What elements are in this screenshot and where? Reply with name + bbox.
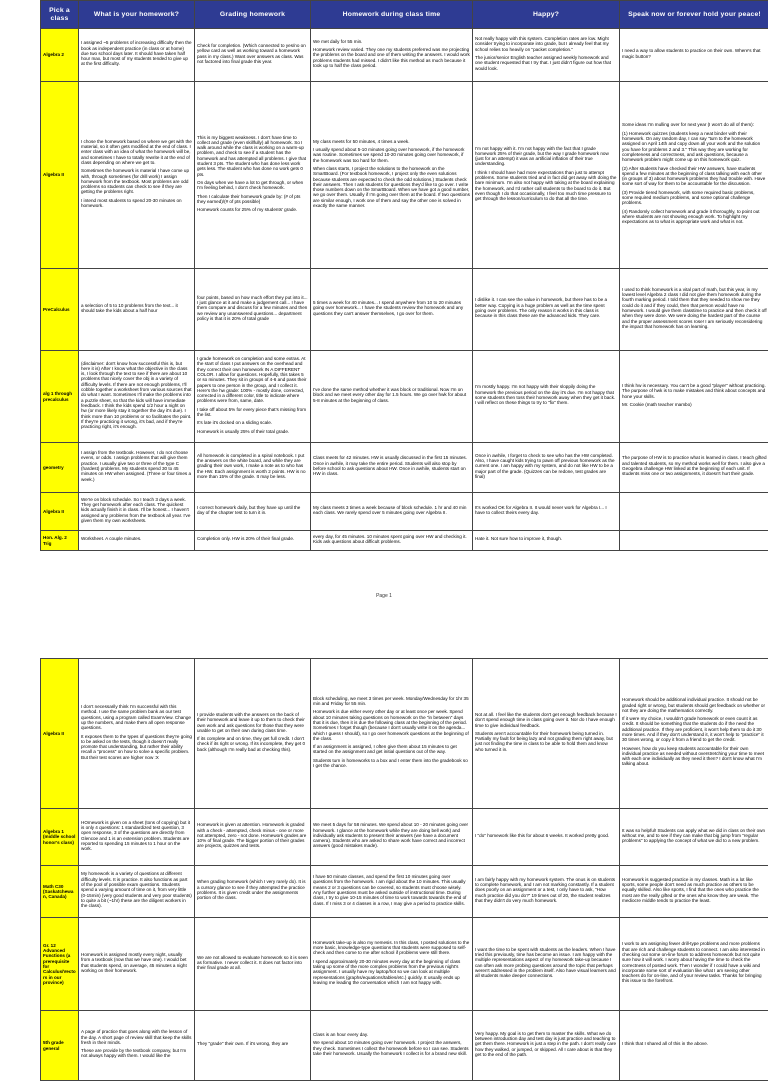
grading-cell [195,269,311,351]
cell-paragraph: I don't necessarily think I'm successful with this method. I use the same problem bank as our test questions, using a program called ExamView. Change up the numbers, and make them all open response questions. [81,704,192,730]
cell-paragraph: My class meets for 50 minutes, 4 times a week. [313,139,470,144]
cell-paragraph: All homework is completed in a spiral notebook. I put the answers on the white board, and while they are grading their own work, I make a note as to who has the HW. Each assignment is worth 2 points. HW is no more than 15% of the grade. It may be less. [197,453,308,479]
cell-paragraph: Students turn in homeworks to a box and I enter them into the gradebook so I get the chance. [313,758,470,769]
page-1 [40,0,768,551]
speak-now-cell [620,866,768,918]
table-row [41,29,768,82]
class-name-cell: geometry [41,443,79,493]
happy-cell [473,493,620,531]
homework-cell [79,531,195,551]
happy-cell [473,531,620,551]
cell-paragraph: It's worked OK for Algebra II. It would never work for Algebra I... I have to collect theirs every day. [475,505,617,516]
class-time-cell [311,1011,473,1081]
cell-paragraph: Not at all. I feel like the students don't get enough feedback because I don't spend enough time in class going over it. Nor do I have enough time to give individual feedback. [475,712,617,728]
cell-paragraph: Homework is assigned mostly every night, usually from a textbook (now that we have one). I would bet that students spend, on average, 45 minutes a night working on their homework. [81,952,192,973]
grading-cell [195,866,311,918]
speak-now-cell [620,493,768,531]
cell-paragraph: I used to think homework is a vital part of math, but this year, in my lowest level Algebra 2 class I did not give them homework during the fourth marking period. I told them that they needed to show me they could do it and if they could, then that person would have no homework. I would give them classtime to practice and then check it off when they were done. We were doing the hardest part of the course and the proper assessment scores rose! I am seriously reconsidering the impact that homework has on learning. [622,287,767,329]
table-row [41,918,768,1011]
cell-paragraph: Homework should be additional individual practice. It should not be graded right or wrong, but students should get feedback on whether or not they are doing the mathematics correctly. [622,697,767,713]
cell-paragraph: I dislike it. I can see the value in homework, but there has to be a better way. Copying is a huge problem as well as the time spent going over problems. The only reason it works in this class is because in this class these are the advanced kids. They care. [475,297,617,318]
cell-paragraph: I've done the same method whether it was block or traditional. Now I'm on block and we meet every other day for 1.5 hours. We go over hwk for about 5-8 minutes at the beginning of class. [313,387,470,403]
cell-paragraph: I think hw is necessary. You can't be a good "player" without practicing. The purpose of hwk is to make mistakes and think about concepts and hone your skills. [622,383,767,399]
speak-now-cell [620,809,768,866]
class-name-cell: PreCalculus [41,269,79,351]
cell-paragraph: I spend approximately 20-30 minutes every day at the beginning of class taking up some of the more complex problems from the previous night's assignment. I usually have my laptop/hot so we can look at multiple representations (graphs/equations/tables/etc.) quickly. It usually ends up leaving me leading the conversation which I am not happy with. [313,959,470,985]
cell-paragraph: On days when we have a lot to get through, or when I'm feeling behind, I don't check homework. [197,180,308,191]
cell-paragraph: Some ideas I'm mulling over for next year (I won't do all of them): [622,122,767,127]
class-name-cell: Algebra II [41,82,79,269]
cell-paragraph: If it were my choice, I wouldn't grade homework or even count it as credit. It should be something that the students do if the need the additional practice. If they are proficient, it won't help them to do it 30 more times. And if they don't understand it, it won't help to "practice" it 30 times wrong, or copy it from a friend to get the credit. [622,716,767,742]
table-row [41,659,768,809]
class-name-cell: Algebra 2 [41,29,79,82]
class-time-cell [311,659,473,809]
cell-paragraph: I "do" homework like this for about 6 weeks. It worked pretty good. [475,833,617,838]
survey-table-page-2 [40,658,768,1081]
cell-paragraph: Homework take-up is also my nemesis. In this class, I posted solutions to the more basic, knowledge-type questions that students were supposed to self-check and then come to me after school if problems were still there. [313,940,470,956]
homework-cell [79,659,195,809]
table-row [41,1011,768,1081]
happy-cell [473,443,620,493]
table-row [41,866,768,918]
cell-paragraph: It was so helpful! Students can apply what we did in class on their own without me, and to see if they can make that big jump from "regular problems" to applying the concept of what we did to a new problem. [622,828,767,844]
cell-paragraph: I have 50 minute classes, and spend the first 10 minutes going over questions from the homework. I am rigid about the 10 minutes. This usually means 2 or 3 questions can be covered, so students must choose wisely. Any further questions must be asked outside of instructional time. During class, I try to give 10-15 minutes of time to work towards towards the end of class. If I miss 3 or 4 classes in a row, I may give a period to practice skills. [313,874,470,906]
class-name-cell: alg 1 through precalculus [41,351,79,443]
cell-paragraph: a selection of 5 to 10 problems from the text... it should take the kids about a half hour [81,303,192,314]
class-time-cell [311,269,473,351]
happy-cell [473,1011,620,1081]
cell-paragraph: I think I should have had more expectations than just to attempt problems. Some students tried and in fact did get away with doing the bare minimum. I'm also not happy with taking at the board explaining the homework, and I'd rather call students to the board to do it. But even though I do that occasionally, I feel too much time pressure to get through the lesson/curriculum to do that all the time. [475,170,617,202]
cell-paragraph: The junior/senior English teacher assigned weekly homework and one student requested that I try that. I just didn't figure out how that would look. [475,55,617,71]
cell-paragraph: four points, based on how much effort they put into it... I just glance at it and make a judgement call... I have them compare and discuss for a few minutes and then we review any unanswered questions... department policy is that it is 20% of total grade [197,295,308,321]
class-time-cell [311,29,473,82]
cell-paragraph: When class starts, I project the solutions to the homework on the SmartBoard. (For textbook homework, I project only the even solutions because students are expected to check the odd solutions.) Students check their answers. Then I ask students for questions they'd like to go over. I write those numbers down on the SmartBoard. When we have got a good number, we go over them. Usually if I'm going over them at the board. If two questions are similar enough, I work one of them and say the other one is solved in exactly the same manner. [313,166,470,208]
cell-paragraph: (disclaimer: don't know how successful this is, but here it is) After I know what the objective in the class is, I look through the text to see if there are about 10 problems that nicely cover the obj in a variety of difficulty levels. If there are not enough problems, I'll cobble together a worksheet from various sources that do what I want. Sometimes I'll make the problems into a puzzle sheet, so that the kids will have immediate feedback. I think the kids spend 1/2 hour a night on hw (or more likely stay it together the day it's due). I think more than 10 problems or so facilitates the point. If they're practicing it wrong, it's bad, and if they're practicing right, it's enough. [81,361,192,430]
cell-paragraph: However, how do you keep students accountable for their own individual practice as needed without overstretching your time to meet with each one individually as they need it then? I don't know what I'm talking about. [622,746,767,767]
cell-paragraph: I want the time to be spent with students as the leaders. When I have tried this previously, time has become an issue. I am happy with the multiple representations aspect of my homework take-up because I can often ask more probing questions around the topic that perhaps weren't addressed in the problem itself. Also have visual learners and all students make deeper connections. [475,947,617,979]
happy-cell [473,269,620,351]
cell-paragraph: Not really happy with this system. Completion rates are low. Might consider trying to incorporate into grade, but I already feel that my school relies too heavily on "packet completion." [475,36,617,52]
class-name-cell: Algebra II [41,659,79,809]
cell-paragraph: every day, for 45 minutes. 10 minutes spent going over HW and checking it. Kids ask questions about difficult problems. [313,534,470,545]
class-time-cell [311,493,473,531]
table-row [41,443,768,493]
happy-cell [473,82,620,269]
grading-cell [195,918,311,1011]
cell-paragraph: HOmework is given on a sheet (tons of copying) but it is only 4 questions: 1 standardized test question, 3 open response, 3 of the questions are directly from Glencoe and 1 is an extension problem. Students are reported to spending 15 minutes to 1 hour on the work. [81,820,192,852]
cell-paragraph: Class is an hour every day. [313,1032,470,1037]
cell-paragraph: I usually spend about 5-10 minutes going over homework, if the homework was routine. Sometimes we spend 10-20 minutes going over homework, if the homework was too hard for them. [313,147,470,163]
table-row [41,351,768,443]
cell-paragraph: If its complete and on time, they get full credit. I don't check if its right or wrong. If its incomplete, they get 0 back (although I'm really bad at checking this). [197,736,308,752]
speak-now-cell [620,269,768,351]
homework-cell [79,493,195,531]
cell-paragraph: Homework is suggested practice in my classes. Math is a lot like sports, some people don't need as much practice as others to be equally skilled. Also like sports, I find that the ones who practice the most are the really gifted or the ones who know they are weak. The mediocre middle tends to practice the least. [622,877,767,903]
cell-paragraph: Then I calculate their homework grade by: (# of pts they earned)/(# of pts possible) [197,194,308,205]
grading-cell [195,531,311,551]
cell-paragraph: Worksheet. A couple minutes. [81,536,192,541]
cell-paragraph: I intend most students to spend 20-30 minutes on homework. [81,198,192,209]
class-name-cell: Hon. Alg. 2 Trig [41,531,79,551]
cell-paragraph: Sometimes the homework is material I have come up with, through sometimes (for drill work) I assign homework from the textbook. Most problems are odd problems so students can check to see if they are getting the problems right. [81,168,192,194]
col-header-grading: Grading homework [195,1,311,29]
class-name-cell: Math C30 (Saskatchewan, Canada) [41,866,79,918]
grading-cell [195,659,311,809]
cell-paragraph: Very happy. My goal is to get them to master the skills. What we do between introduction day and test day is just practice and teaching to get them there. Homework is just a step in the path. I don't really care how they walked, or jumped, or skipped. All I care about is that they get to the end of the path. [475,1031,617,1057]
col-header-happy: Happy? [473,1,620,29]
cell-paragraph: I'm mostly happy. I'm not happy with their sloppily doing the homework the previous period on the day it's due. I'm not happy that some students then toss their homework away when they get it back. I will reflect on these things to try to "fix" them. [475,384,617,405]
class-time-cell [311,531,473,551]
table-row [41,82,768,269]
cell-paragraph: A page of practice that goes along with the lesson of the day. A short page of review skill that keep the skills fresh in their minds. [81,1029,192,1045]
cell-paragraph: (4) Randomly collect homework and grade it thoroughly, to point out where students are not showing enough work. To highlight my expectations as to what is appropriate work and what is not. [622,209,767,225]
class-name-cell: 5th grade general [41,1011,79,1081]
class-time-cell [311,866,473,918]
cell-paragraph: Homework is due either every other day or at least once per week. Spend about 10 minutes taking questions on homework on the "in between" days that it is due, then it is due the following class at the beginning of the period. Sometimes I forget though (because I don't usually write it on the agenda... which I guess I should), so I go over homework questions at the beginning of the class. [313,709,470,741]
survey-table-page-1 [40,0,768,551]
happy-cell [473,29,620,82]
homework-cell [79,269,195,351]
cell-paragraph: The purpose of HW is to practice what is learned in class. I teach gifted and talented students, so my method works well for them. I also give a Geogebra challenge HW linked at the beginning of each unit. If students miss one or two assignments, it doesn't hurt their grade. [622,455,767,476]
cell-paragraph: 5 times a week for 40 minutes... I spend anywhere from 10 to 20 minutes going over homework... I have the students review the homework and any questions they can't answer themselves, I go over for them. [313,300,470,316]
cell-paragraph: Once in awhile, I forget to check to see who has the HW completed. Also, I have caught kids trying to pawn off previous homework as the current one. I am happy with my system, and do not like HW to be a major part of the grade. (Quizzes can be redone, test grades are final) [475,453,617,479]
header-row [41,1,768,29]
homework-cell [79,1011,195,1081]
table-row [41,269,768,351]
cell-paragraph: Hate it. Not sure how to improve it, though. [475,536,617,541]
cell-paragraph: (2) After students have checked their HW answers, have students spend a few minutes at the beginning of class talking with each other (in groups of 3) about homework problems they had trouble with. Have some sort of way for them to be accountable for the discussion. [622,166,767,187]
class-name-cell: Gr. 12 Advanced Functions (a prerequisite for Calculus/Vectors in our province) [41,918,79,1011]
cell-paragraph: When grading homework (which I very rarely do). It is a cursory glance to see if they attempted the practice problems. It is given credit under the assignments portion of the class. [197,879,308,900]
table-row [41,531,768,551]
cell-paragraph: I am fairly happy with my homework system. The onus is on students to complete homework, and I am not marking constantly. If a student does poorly on an assignment or a test, I only have to ask, "How much practice did you do?" 19 times out of 20, the student realizes that they didn't do very much homework. [475,877,617,903]
cell-paragraph: Homework is given at attention. Homework is graded with a check - attempted, check minus - one or more not attempted, zero - not done. Homework grades are 10% of final grade. The bigger portion of their grades are projects, quizzes and tests. [197,822,308,848]
cell-paragraph: They "grade" their own. If it's wrong, they are [197,1041,308,1046]
grading-cell [195,493,311,531]
cell-paragraph: Homework review varied. They one my students preferred was me projecting the problems on the board and one of them writing the answers. I would work problems students had missed. I didn't like this method as much because it took up to half the class period. [313,47,470,68]
cell-paragraph: I correct homework daily, but they have up until the day of the chapter test to turn it in. [197,505,308,516]
cell-paragraph: I grade homework on completion and some extras. At the start of class I put answers on the overhead and they correct their own homework IN A DIFFERENT COLOR. I allow for questions. Hopefully, this takes 5 or so minutes. They sit in groups of 4-6 and pass their papers to one person in the group, and I collect it. Here's the hw grade: 100% - mostly done, corrected, corrected in a different color, title to indicate where problems were from, same, date. [197,356,308,404]
speak-now-cell [620,82,768,269]
col-header-class-time: Homework during class time [311,1,473,29]
speak-now-cell [620,1011,768,1081]
table-row [41,493,768,531]
happy-cell [473,809,620,866]
cell-paragraph: Mr. Cookie (math teacher mambo) [622,402,767,407]
speak-now-cell [620,918,768,1011]
cell-paragraph: Class meets for 42 minutes. HW is usually discussed in the first 15 minutes. Once in awhile, it may take the entire period. Students will also stop by before school to ask questions about HW. Once in awhile, students start on HW in class. [313,455,470,476]
col-header-class: Pick a class [41,1,79,29]
speak-now-cell [620,659,768,809]
cell-paragraph: Completion only. HW is 20% of their final grade. [197,536,308,541]
grading-cell [195,443,311,493]
homework-cell [79,809,195,866]
page-2 [40,658,768,1081]
cell-paragraph: I need a way to allow students to practice on their own. Where's that magic button? [622,48,767,59]
grading-cell [195,351,311,443]
cell-paragraph: My homework is a variety of questions at different difficulty levels. It is practice. It also functions as part of the pool of possible exam questions. Students spend a varying amount of time on it, from very little (0-15min) (very good students and very poor students) to quite a bit (~1hr) these are the diligent workers in the class). [81,871,192,908]
class-name-cell: Algebra II [41,493,79,531]
class-name-cell: Algebra 1 (middle school honor's class) [41,809,79,866]
grading-cell [195,29,311,82]
happy-cell [473,918,620,1011]
cell-paragraph: These are provide by the textbook company, but I'm not always happy with them. I would like the [81,1048,192,1059]
happy-cell [473,659,620,809]
cell-paragraph: We're on block schedule. So I teach 3 days a week. They get homework after each class. The quickest kids actually finish it in class. I'll be honest... I haven't assigned any problems from the textbook all year. I've given them my own worksheets. [81,497,192,523]
cell-paragraph: I chose the homework based on where we get with the material, so it often gets modified at the end of class. I enter class with an idea of what the homework will be, and sometimes I have to totally rewrite it at the end of class depending on where we get to. [81,139,192,165]
cell-paragraph: We are not allowed to evaluate homework so it is seen as formative. I never collect it. It does not factor into their final grade at all. [197,955,308,971]
cell-paragraph: Block scheduling, we meet 3 times per week. Monday/Wednesday for 1hr 35 min and Friday for 55 min. [313,696,470,707]
cell-paragraph: We meet 5 days for 58 minutes. We spend about 10 - 20 minutes going over homework. I glance at the homework while they are doing bell work) and individually ask students to present their answers (we have a document camera). Students who are asked to share work have correct and incorrect answers (good mistakes made). [313,822,470,848]
homework-cell [79,351,195,443]
cell-paragraph: My class meets 3 times a week because of block schedule. 1 hr and 40 min each class. We rarely spend over 5 minutes going over Algebra II. [313,505,470,516]
class-time-cell [311,82,473,269]
cell-paragraph: Homework counts for 25% of my students' grade. [197,207,308,212]
cell-paragraph: I assigned ~5 problems of increasing difficulty then the book as independent practice (in class or at home) due two school days later. It should have taken half hour max, but most of my students tended to give up at the first difficulty. [81,40,192,66]
cell-paragraph: I assign from the textbook. However, I do not choose evens, or odds. I assign problems that will give them practice. I usually give two or three of the type C (hardest) problems. My students spend 30 to 45 minutes on HW when assigned. (Three or four times a week.) [81,450,192,482]
cell-paragraph: If an assignment is assigned, I often give them about 15 minutes to get started on the assignment and get initial questions out of the way. [313,744,470,755]
page-number: Page 1 [0,593,768,599]
speak-now-cell [620,351,768,443]
happy-cell [473,351,620,443]
cell-paragraph: (3) Provide tiered homework, with some required basic problems, some required medium problems, and some optional challenge problems. [622,190,767,206]
homework-cell [79,82,195,269]
cell-paragraph: Students aren't accountable for their homework being turned in. Partially my fault for being lazy and not grading them right away, but just not finding the time in class to be able to hold them and know who turned it in. [475,731,617,752]
cell-paragraph: I provide students with the answers on the back of their homework and leave it up to them to check their own work and ask questions for those that they were unable to get on their own during class time. [197,712,308,733]
speak-now-cell [620,531,768,551]
table-row [41,809,768,866]
cell-paragraph: Homework is usually 25% of their total grade. [197,429,308,434]
happy-cell [473,866,620,918]
grading-cell [195,809,311,866]
class-time-cell [311,918,473,1011]
cell-paragraph: This is my biggest weakness. I don't have time to collect and grade (even skillfully) all homework. So I walk around while the class is working on a warm-up problem, and check to see if a student has the homework and has attempted all problems. I give that student 3 pts. The student who has done less work gets less. The student who has done no work gets 0 pts. [197,135,308,177]
cell-paragraph: It's late it's docked on a sliding scale. [197,420,308,425]
cell-paragraph: I think that I shared all of this in the above. [622,1041,767,1046]
speak-now-cell [620,29,768,82]
class-time-cell [311,351,473,443]
homework-cell [79,443,195,493]
grading-cell [195,82,311,269]
homework-cell [79,918,195,1011]
col-header-speak-now: Speak now or forever hold your peace! [620,1,768,29]
cell-paragraph: I take off about 5% for every piece that's missing from the list. [197,407,308,418]
class-time-cell [311,809,473,866]
cell-paragraph: I work to am assigning fewer drill-type problems and more problems that are rich and challenge students to connect. I am also interested in checking out some on-line forum to address homework but not quite sure how it will work. I worry about having the time to check the correctness of posted work. Then I wonder if I could have a wiki and incorporate some sort of evaluation like what I am seeing other teachers do for on-line, and of your review tasks. Thanks for bringing this issue to the forefront. [622,941,767,983]
cell-paragraph: Check for completion. (Which connected to yes/no on yellow card as well as working toward a homework pass in my class.) Want over answers as class. Was not factored into final grade this year. [197,43,308,64]
cell-paragraph: We spend about 10 minutes going over homework. I project the answers, they check. Sometimes I collect the homework before so I can see. Students take their homework. Usually the homework I collect is for a brand new skill. [313,1040,470,1056]
grading-cell [195,1011,311,1081]
homework-cell [79,866,195,918]
speak-now-cell [620,443,768,493]
cell-paragraph: It exposes them to the types of questions they're going to be asked on the tests, though it doesn't really promote that understanding, but rather their ability recall a "process" on how to solve a specific problem. But their test scores are higher now :X [81,734,192,760]
cell-paragraph: I'm not happy with it. I'm not happy with the fact that I grade homework 25% of their grade, but the way I grade homework now (just for an attempt) it was an artificial inflation of their true understanding. [475,146,617,167]
cell-paragraph: (1) Homework quizzes (students keep a neat binder with their homework. On any random day, I can say "turn to the homework assigned on April 14th and copy down all your work and the solution you have for problems 2 and 3." This way they are working for completeness and correctness, and ask questions, because a homework problem might come up on this homework quiz. [622,131,767,163]
class-time-cell [311,443,473,493]
col-header-homework: What is your homework? [79,1,195,29]
homework-cell [79,29,195,82]
cell-paragraph: We met daily for 55 min. [313,39,470,44]
